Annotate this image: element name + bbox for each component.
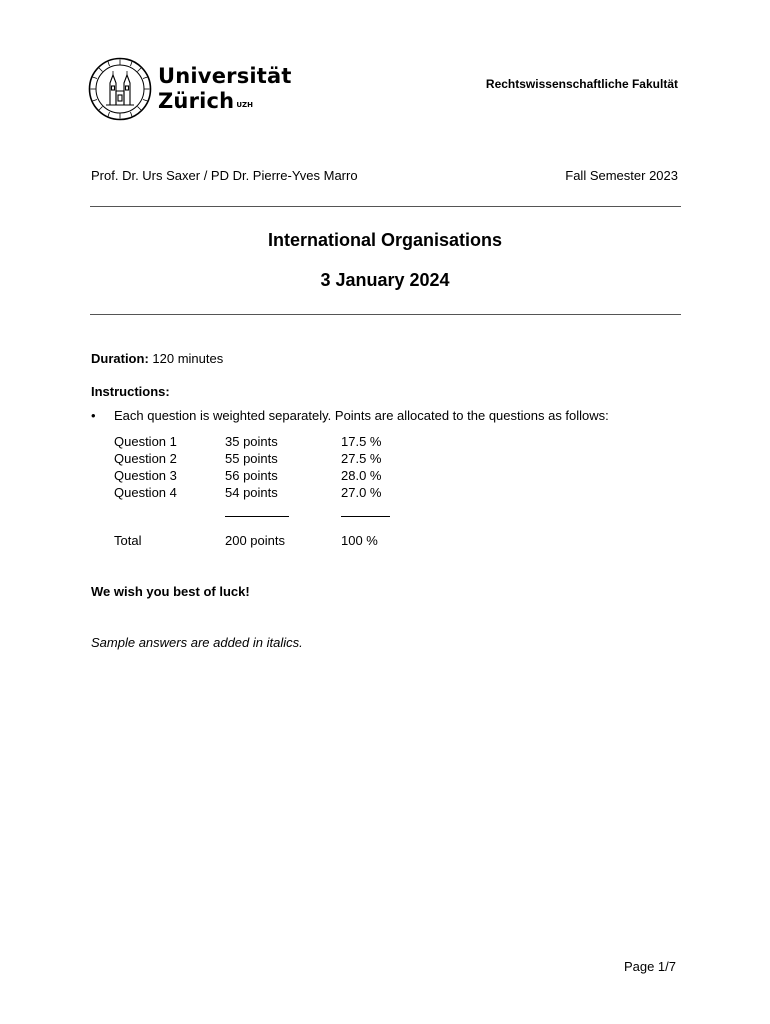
instruction-bullet [91, 408, 96, 423]
bottom-divider [90, 314, 681, 315]
percent-column [341, 433, 381, 501]
question-percent: 27.0 % [341, 485, 382, 500]
duration-label: Duration: [91, 351, 149, 366]
good-luck-message: We wish you best of luck! [91, 584, 250, 599]
total-points: 200 points [225, 533, 285, 548]
instruction-text: Each question is weighted separately. Points are allocated to the questions as follows: [114, 408, 609, 423]
bullet-icon: • [91, 408, 96, 423]
question-column [114, 433, 177, 501]
question-percent: 27.5 % [341, 451, 382, 466]
faculty-name: Rechtswissenschaftliche Fakultät [485, 77, 678, 91]
question-points: 55 points [225, 451, 278, 466]
total-percent: 100 % [341, 533, 378, 548]
question-label: Question 2 [114, 451, 177, 466]
exam-date: 3 January 2024 [320, 270, 450, 290]
page-number: Page 1/7 [623, 959, 676, 974]
uzh-superscript: UZH [236, 101, 253, 109]
points-sum-line [225, 516, 289, 517]
question-label: Question 4 [114, 485, 177, 500]
duration-line [91, 351, 223, 366]
question-points: 56 points [225, 468, 278, 483]
duration-value: 120 minutes [152, 351, 224, 366]
professors: Prof. Dr. Urs Saxer / PD Dr. Pierre-Yves Marro [91, 168, 358, 183]
sample-answers-note: Sample answers are added in italics. [91, 635, 303, 650]
question-label: Question 1 [114, 434, 177, 449]
question-label: Question 3 [114, 468, 177, 483]
university-name-line2: Zürich [158, 89, 235, 113]
semester: Fall Semester 2023 [565, 168, 678, 183]
university-seal-logo [88, 57, 152, 121]
instructions-label: Instructions: [91, 384, 170, 399]
total-label: Total [114, 533, 142, 548]
percent-sum-line [341, 516, 390, 517]
question-percent: 28.0 % [341, 468, 382, 483]
university-wordmark [158, 64, 292, 114]
question-percent: 17.5 % [341, 434, 382, 449]
top-divider [90, 206, 681, 207]
points-column [225, 433, 278, 501]
question-points: 35 points [225, 434, 278, 449]
exam-title: International Organisations [267, 230, 503, 250]
university-name-line1: Universität [158, 64, 292, 88]
question-points: 54 points [225, 485, 278, 500]
